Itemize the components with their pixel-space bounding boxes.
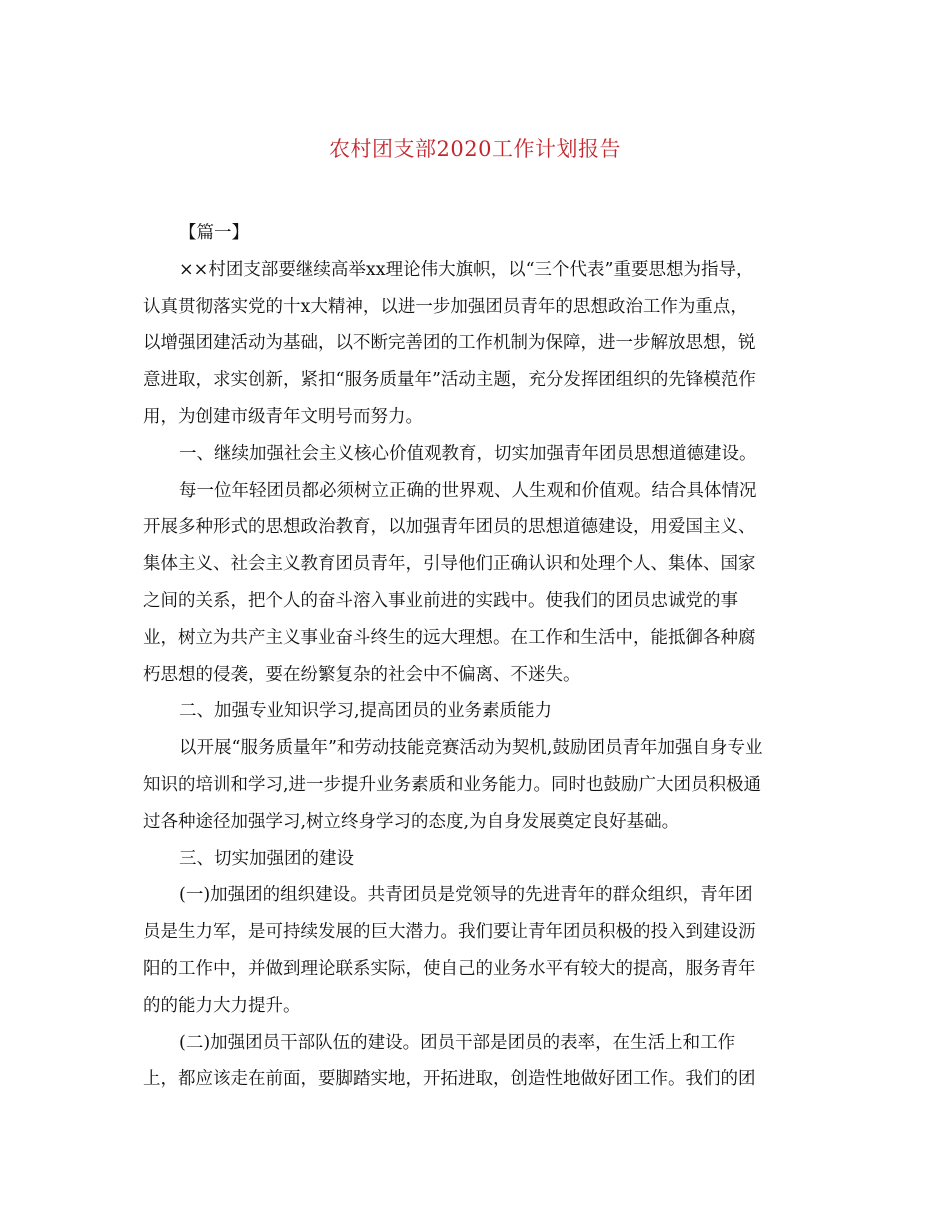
text-line: 二、加强专业知识学习,提高团员的业务素质能力 bbox=[179, 701, 553, 722]
text-line: 上，都应该走在前面，要脚踏实地，开拓进取，创造性地做好团工作。我们的团 bbox=[143, 1069, 756, 1090]
text-line: 意进取，求实创新，紧扣“服务质量年”活动主题，充分发挥团组织的先锋模范作 bbox=[143, 370, 756, 391]
text-line: 阳的工作中，并做到理论联系实际，使自己的业务水平有较大的提高，服务青年 bbox=[143, 958, 756, 979]
text-line: 以开展“服务质量年”和劳动技能竞赛活动为契机,鼓励团员青年加强自身专业 bbox=[179, 738, 763, 759]
text-line: 知识的培训和学习,进一步提升业务素质和业务能力。同时也鼓励广大团员积极通 bbox=[143, 774, 762, 795]
text-line: 三、切实加强团的建设 bbox=[179, 848, 354, 869]
paragraph bbox=[143, 215, 813, 252]
paragraph bbox=[143, 436, 813, 473]
document-title: 农村团支部2020工作计划报告 bbox=[329, 137, 621, 161]
text-line: 用，为创建市级青年文明号而努力。 bbox=[143, 406, 423, 427]
text-line: 集体主义、社会主义教育团员青年，引导他们正确认识和处理个人、集体、国家 bbox=[143, 554, 756, 575]
paragraph bbox=[143, 877, 813, 1024]
paragraph bbox=[143, 252, 813, 436]
text-line: 之间的关系，把个人的奋斗溶入事业前进的实践中。使我们的团员忠诚党的事 bbox=[143, 590, 738, 611]
text-line: 开展多种形式的思想政治教育，以加强青年团员的思想道德建设，用爱国主义、 bbox=[143, 517, 756, 538]
text-line: 朽思想的侵袭，要在纷繁复杂的社会中不偏离、不迷失。 bbox=[143, 664, 581, 685]
document-body bbox=[143, 215, 813, 1098]
text-line: 一、继续加强社会主义核心价值观教育，切实加强青年团员思想道德建设。 bbox=[179, 443, 757, 464]
text-line: 每一位年轻团员都必须树立正确的世界观、人生观和价值观。结合具体情况 bbox=[179, 480, 757, 501]
text-line: 认真贯彻落实党的十x大精神，以进一步加强团员青年的思想政治工作为重点， bbox=[143, 296, 748, 317]
paragraph bbox=[143, 1025, 813, 1099]
paragraph bbox=[143, 841, 813, 878]
text-line: 过各种途径加强学习,树立终身学习的态度,为自身发展奠定良好基础。 bbox=[143, 811, 680, 832]
text-line: ××村团支部要继续高举xx理论伟大旗帜，以“三个代表”重要思想为指导， bbox=[179, 259, 754, 280]
text-line: 员是生力军，是可持续发展的巨大潜力。我们要让青年团员积极的投入到建设沥 bbox=[143, 922, 756, 943]
text-line: (一)加强团的组织建设。共青团员是党领导的先进青年的群众组织，青年团 bbox=[179, 885, 753, 906]
text-line: 业，树立为共产主义事业奋斗终生的远大理想。在工作和生活中，能抵御各种腐 bbox=[143, 627, 756, 648]
text-line: 以增强团建活动为基础，以不断完善团的工作机制为保障，进一步解放思想，锐 bbox=[143, 333, 756, 354]
text-line: 【篇一】 bbox=[179, 223, 249, 243]
paragraph bbox=[143, 473, 813, 694]
paragraph bbox=[143, 730, 813, 840]
text-line: 的的能力大力提升。 bbox=[143, 995, 301, 1016]
text-line: (二)加强团员干部队伍的建设。团员干部是团员的表率，在生活上和工作 bbox=[179, 1032, 736, 1053]
paragraph bbox=[143, 693, 813, 730]
